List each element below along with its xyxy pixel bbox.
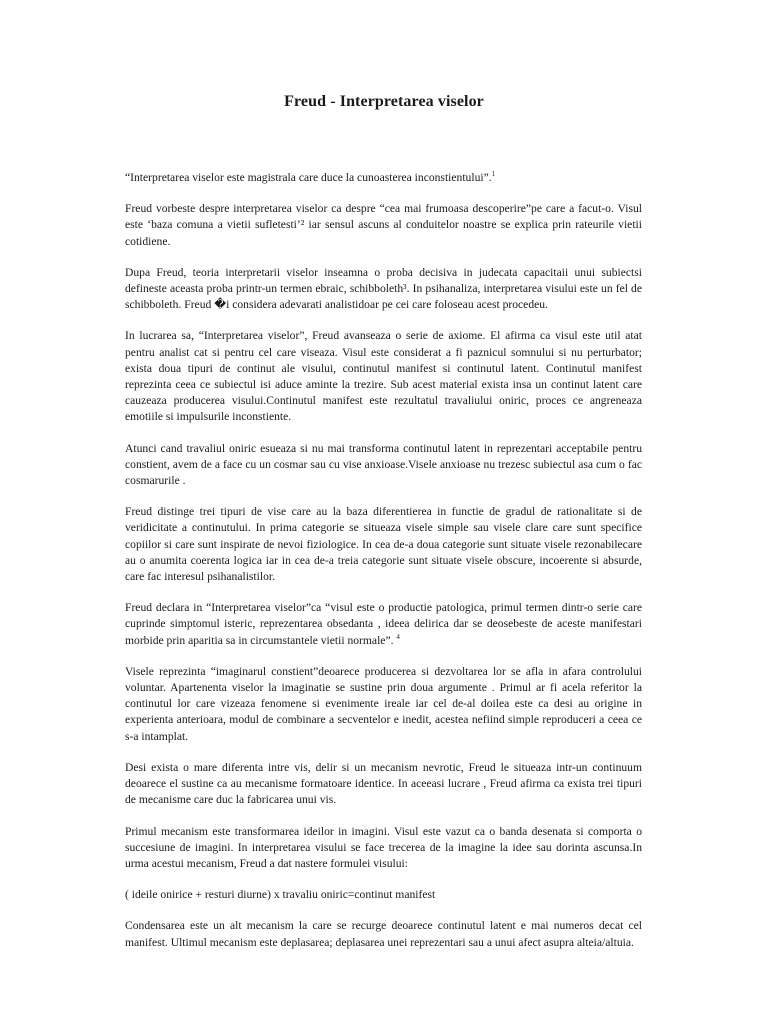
paragraph-5: Atunci cand travaliul oniric esueaza si nu mai transforma continutul latent in reprezentari acceptabile pentru constient, avem de a face cu un cosmar sau cu vise anxioase.Visele anxioase nu trezesc subiectul asa cum o fac cosmarurile . xyxy=(125,441,642,488)
document-body xyxy=(125,170,642,966)
formula-line: ( ideile onirice + resturi diurne) x travaliu oniric=continut manifest xyxy=(125,888,436,902)
footnote-ref-1: 1 xyxy=(491,170,496,179)
paragraph-7 xyxy=(125,600,642,649)
page-title: Freud - Interpretarea viselor xyxy=(284,93,484,110)
paragraph-12: Condensarea este un alt mecanism la care se recurge deoarece continutul latent e mai numeros decat cel manifest. Ultimul mecanism este deplasarea; deplasarea unei reprezentari sau a unui afect asupra alteia/altuia. xyxy=(125,919,642,949)
paragraph-6: Freud distinge trei tipuri de vise care au la baza diferentierea in functie de gradul de rationalitate si de veridicitate a continutului. In prima categorie se situeaza visele simple sau visele clare care sunt specifice copiilor si care sunt inspirate de nevoi fiziologice. In cea de-a doua categorie sunt situate visele rezonabilecare au o anumita coerenta logica iar in cea de-a treia categorie sunt situate visele obscure, incoerente si absurde, care fac interesul psihanalistilor. xyxy=(125,505,642,584)
footnote-ref-4: 4 xyxy=(396,632,400,641)
paragraph-10: Primul mecanism este transformarea ideilor in imagini. Visul este vazut ca o banda desenata si comporta o succesiune de imagini. In interpretarea visului se face trecerea de la imagine la idee sau dorinta ascunsa.In urma acestui mecanism, Freud a dat nastere formulei visului: xyxy=(125,824,642,870)
paragraph-1-text: “Interpretarea viselor este magistrala care duce la cunoasterea inconstientului”. xyxy=(125,171,492,184)
paragraph-9: Desi exista o mare diferenta intre vis, delir si un mecanism nevrotic, Freud le situeaza intr-un continuum deoarece el sustine ca au mecanisme formatoare identice. In aceeasi lucrare , Freud afirma ca exista trei tipuri de mecanisme care duc la fabricarea unui vis. xyxy=(125,760,642,807)
paragraph-3: Dupa Freud, teoria interpretarii viselor inseamna o proba decisiva in judecata capacitaii unui subiectsi defineste aceasta proba printr-un termen ebraic, schibboleth³. In psihanaliza, interpretarea visului este un fel de schibboleth. Freud �i considera adevarati analistidoar pe cei care foloseau acest procedeu. xyxy=(125,265,642,312)
paragraph-7-text: Freud declara in “Interpretarea viselor”ca “visul este o productie patologica, primul termen dintr-o serie care cuprinde simptomul isteric, reprezentarea obsedanta , ideea delirica dar se deosebeste de aceste manifestari morbide prin aparitia sa in circumstantele vietii normale”. xyxy=(125,601,642,647)
paragraph-4: In lucrarea sa, “Interpretarea viselor”, Freud avanseaza o serie de axiome. El afirma ca visul este util atat pentru analist cat si pentru cel care viseaza. Visul este considerat a fi paznicul somnului si nu perturbator; exista doua tipuri de continut ale visului, continutul manifest si continutul latent. Continutul manifest reprezinta ceea ce subiectul isi aduce aminte la trezire. Sub acest material exista insa un continut latent care cauzeaza producerea visului.Continutul manifest este rezultatul travaliului oniric, proces ce angreneaza emotiile si impulsurile inconstiente. xyxy=(125,329,642,424)
paragraph-1 xyxy=(125,170,642,186)
paragraph-8: Visele reprezinta “imaginarul constient”deoarece producerea si dezvoltarea lor se afla in afara controlului voluntar. Apartenenta viselor la imaginatie se sustine prin doua argumente . Primul ar fi acela referitor la continutul lor care vizeaza fenomene si evenimente ireale iar cel de-al doilea este ca desi au origine in experienta anterioara, modul de combinare a secventelor e inedit, acestea nefiind simple reproduceri a ceea ce s-a intamplat. xyxy=(125,664,642,743)
paragraph-2: Freud vorbeste despre interpretarea viselor ca despre “cea mai frumoasa descoperire”pe care a facut-o. Visul este ‘baza comuna a vietii sufletesti’² iar sensul ascuns al conduitelor noastre se explica prin rateurile vietii cotidiene. xyxy=(125,202,642,248)
